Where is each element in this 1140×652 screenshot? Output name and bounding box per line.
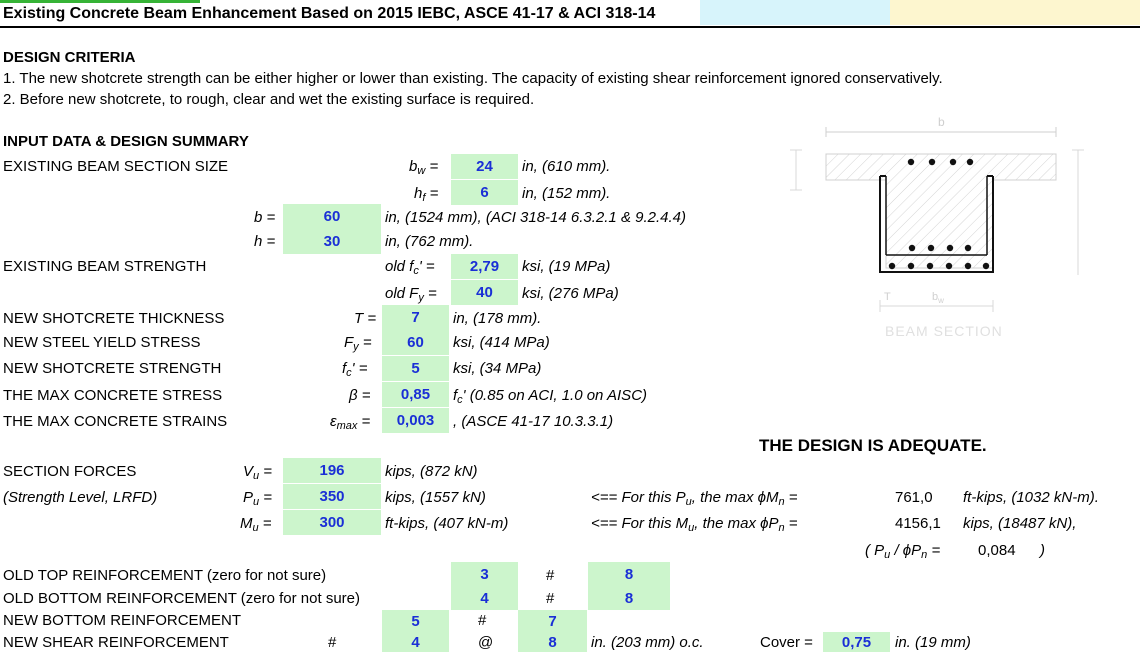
fc-unit: ksi, (34 MPa) <box>453 360 542 377</box>
hf-unit: in, (152 mm). <box>522 185 611 202</box>
phi-mn-value: 761,0 <box>895 489 933 506</box>
fy-input[interactable]: 60 <box>382 330 449 355</box>
shear-reinf-label: NEW SHEAR REINFORCEMENT <box>3 634 229 651</box>
t-symbol: T = <box>354 310 377 327</box>
b-symbol: b = <box>254 209 276 226</box>
old-fy-symbol: old $F_y$ = <box>385 285 437 304</box>
diagram-b-label: b <box>938 115 945 129</box>
old-bottom-hash: # <box>546 590 555 607</box>
shear-hash: # <box>328 634 337 651</box>
old-top-count-input[interactable]: 3 <box>451 562 518 587</box>
pu-input[interactable]: 350 <box>283 484 381 509</box>
yield-label: NEW STEEL YIELD STRESS <box>3 334 201 351</box>
vu-unit: kips, (872 kN) <box>385 463 478 480</box>
shear-spacing-unit: in. (203 mm) o.c. <box>591 634 704 651</box>
cover-label: Cover = <box>760 634 813 651</box>
old-fc-unit: ksi, (19 MPa) <box>522 258 611 275</box>
b-unit: in, (1524 mm), (ACI 318-14 6.3.2.1 & 9.2.4.4) <box>385 209 686 226</box>
cover-input[interactable]: 0,75 <box>823 632 890 652</box>
old-fy-unit: ksi, (276 MPa) <box>522 285 619 302</box>
beam-section-diagram <box>780 110 1100 340</box>
ratio-close: ) <box>1040 542 1045 559</box>
new-bottom-count-input[interactable]: 5 <box>382 610 449 632</box>
new-bottom-size-input[interactable]: 7 <box>518 610 587 632</box>
diagram-caption: BEAM SECTION <box>885 323 1003 339</box>
ratio-label: ( $P_u / \phi P_n$ = <box>865 542 941 561</box>
strength-level-label: (Strength Level, LRFD) <box>3 489 158 506</box>
design-verdict: THE DESIGN IS ADEQUATE. <box>759 436 987 455</box>
h-unit: in, (762 mm). <box>385 233 474 250</box>
fc-symbol: $f_c'$ = <box>342 360 368 379</box>
banner-accent <box>0 0 200 3</box>
title-bar <box>0 0 1140 28</box>
section-forces-label: SECTION FORCES <box>3 463 137 480</box>
old-bottom-count-input[interactable]: 4 <box>451 587 518 610</box>
vu-input[interactable]: 196 <box>283 458 381 483</box>
diagram-t-label: T <box>884 291 891 303</box>
criteria-heading: DESIGN CRITERIA <box>3 49 136 66</box>
new-bottom-hash: # <box>478 612 487 629</box>
old-fc-input[interactable]: 2,79 <box>451 254 518 279</box>
h-symbol: h = <box>254 233 276 250</box>
mu-symbol: $M_u$ = <box>240 515 272 534</box>
phi-pn-unit: kips, (18487 kN), <box>963 515 1077 532</box>
old-bottom-size-input[interactable]: 8 <box>588 587 670 610</box>
mu-unit: ft-kips, (407 kN-m) <box>385 515 509 532</box>
t-input[interactable]: 7 <box>382 305 449 330</box>
h-value: 30 <box>283 229 381 254</box>
cover-unit: in. (19 mm) <box>895 634 971 651</box>
b-value: 60 <box>283 204 381 229</box>
old-top-reinf-label: OLD TOP REINFORCEMENT (zero for not sure) <box>3 567 327 584</box>
ratio-value: 0,084 <box>978 542 1016 559</box>
shear-size-input[interactable]: 4 <box>382 632 449 652</box>
t-unit: in, (178 mm). <box>453 310 542 327</box>
pu-unit: kips, (1557 kN) <box>385 489 486 506</box>
section-size-label: EXISTING BEAM SECTION SIZE <box>3 158 229 175</box>
shear-spacing-input[interactable]: 8 <box>518 632 587 652</box>
mu-input[interactable]: 300 <box>283 510 381 535</box>
fc-input[interactable]: 5 <box>382 356 449 381</box>
emax-symbol: $\varepsilon_{max}$ = <box>330 413 371 432</box>
bw-symbol: $b_w$ = <box>409 158 439 177</box>
max-strain-label: THE MAX CONCRETE STRAINS <box>3 413 228 430</box>
banner-yellow-cell <box>890 0 1140 25</box>
max-stress-label: THE MAX CONCRETE STRESS <box>3 387 223 404</box>
input-heading: INPUT DATA & DESIGN SUMMARY <box>3 133 249 150</box>
bw-unit: in, (610 mm). <box>522 158 611 175</box>
vu-symbol: $V_u$ = <box>243 463 273 482</box>
fy-symbol: $F_y$ = <box>344 334 372 353</box>
emax-input[interactable]: 0,003 <box>382 408 449 433</box>
criteria-line-2: 2. Before new shotcrete, to rough, clear and wet the existing surface is required. <box>3 91 535 108</box>
emax-unit: , (ASCE 41-17 10.3.3.1) <box>453 413 614 430</box>
new-bottom-reinf-label: NEW BOTTOM REINFORCEMENT <box>3 612 242 629</box>
fy-unit: ksi, (414 MPa) <box>453 334 550 351</box>
phi-mn-label: <== For this $P_u$, the $\max \phi M_n$ = <box>591 489 798 508</box>
beta-unit: $f_c'$ (0.85 on ACI, 1.0 on AISC) <box>453 387 648 406</box>
shear-at: @ <box>478 634 494 651</box>
hf-input[interactable]: 6 <box>451 180 518 205</box>
pu-symbol: $P_u$ = <box>243 489 273 508</box>
bw-input[interactable]: 24 <box>451 154 518 179</box>
shotcrete-strength-label: NEW SHOTCRETE STRENGTH <box>3 360 222 377</box>
old-top-hash: # <box>546 567 555 584</box>
beta-input[interactable]: 0,85 <box>382 382 449 407</box>
strength-label: EXISTING BEAM STRENGTH <box>3 258 207 275</box>
old-top-size-input[interactable]: 8 <box>588 562 670 587</box>
old-fy-input[interactable]: 40 <box>451 280 518 305</box>
thickness-label: NEW SHOTCRETE THICKNESS <box>3 310 225 327</box>
old-fc-symbol: old $f_c'$ = <box>385 258 435 277</box>
hf-symbol: $h_f$ = <box>414 185 439 204</box>
phi-pn-value: 4156,1 <box>895 515 941 532</box>
beta-symbol: β = <box>349 387 371 404</box>
phi-mn-unit: ft-kips, (1032 kN-m). <box>963 489 1099 506</box>
page-title: Existing Concrete Beam Enhancement Based on 2015 IEBC, ASCE 41-17 & ACI 318-14 <box>3 5 656 22</box>
diagram-bw-label: $b_w$ <box>932 291 944 305</box>
criteria-line-1: 1. The new shotcrete strength can be either higher or lower than existing. The capacity of existing shear reinforcement ignored conservatively. <box>3 70 943 87</box>
phi-pn-label: <== For this $M_u$, the $\max \phi P_n$ = <box>591 515 798 534</box>
old-bottom-reinf-label: OLD BOTTOM REINFORCEMENT (zero for not sure) <box>3 590 361 607</box>
banner-cyan-cell <box>700 0 890 25</box>
